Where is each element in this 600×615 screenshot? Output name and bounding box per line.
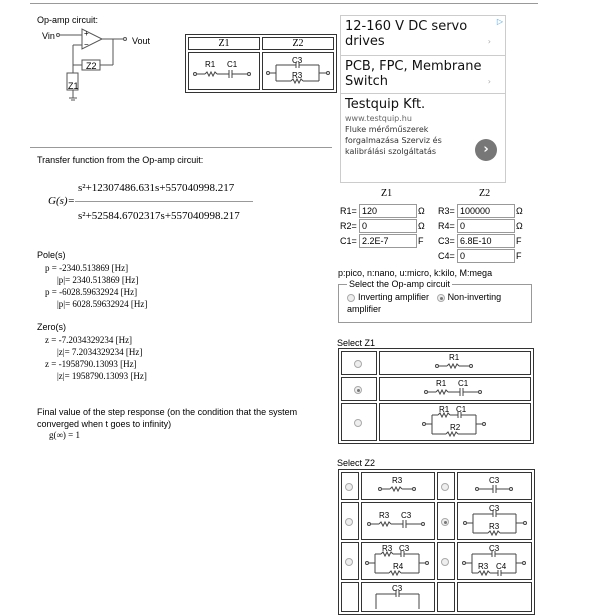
non-inverting-label[interactable]: Non-inverting amplifier: [347, 292, 502, 314]
z1-params-heading: Z1: [381, 188, 393, 199]
resistor-r1-icon: [425, 352, 485, 372]
z2-option-r3c3-r4-diagram[interactable]: [361, 542, 435, 580]
c4-label: C4=: [438, 251, 455, 261]
z1-box-label: Z1: [68, 81, 79, 91]
z2-column-header: Z2: [262, 37, 334, 50]
opamp-select-legend: Select the Op-amp circuit: [349, 279, 451, 289]
z1-option-r1c1-radio[interactable]: [354, 386, 362, 394]
r4-input[interactable]: 0: [457, 219, 515, 233]
z2-box-label: Z2: [86, 61, 97, 71]
top-divider: [30, 3, 538, 4]
z2-option-c3-r3c4-cell[interactable]: [437, 542, 455, 580]
z2-option-c3-r3-radio[interactable]: [441, 518, 449, 526]
z2-empty-cell: [437, 582, 455, 612]
zeros-heading: Zero(s): [37, 322, 66, 332]
zero-1-value: z = -7.2034329234 [Hz]: [45, 335, 133, 345]
opamp-circuit-heading: Op-amp circuit:: [37, 15, 99, 25]
svg-text:R4: R4: [393, 562, 404, 571]
z1-column-header: Z1: [188, 37, 260, 50]
svg-text:C1: C1: [227, 60, 238, 69]
z2-option-c3-r3c4-diagram[interactable]: [457, 542, 532, 580]
c4-input[interactable]: 0: [457, 249, 515, 263]
svg-text:R3: R3: [488, 522, 499, 531]
svg-text:R3: R3: [477, 562, 488, 571]
c4-unit: F: [516, 251, 522, 261]
ad-link-servo-drives[interactable]: [341, 16, 505, 56]
z2-option-partial-diagram[interactable]: [361, 582, 435, 612]
r1-input[interactable]: 120: [359, 204, 417, 218]
r3-series-c3-icon: [363, 510, 433, 530]
svg-text:R2: R2: [450, 423, 461, 432]
svg-text:R3: R3: [382, 544, 393, 553]
z2-option-r3c3-diagram[interactable]: [361, 502, 435, 540]
pole-2-value: p = -6028.59632924 [Hz]: [45, 287, 138, 297]
c3-input[interactable]: 6.8E-10: [457, 234, 515, 248]
poles-heading: Pole(s): [37, 250, 66, 260]
c3-parallel-r3-icon: [460, 503, 530, 537]
c3-unit: F: [516, 236, 522, 246]
svg-text:C1: C1: [456, 405, 467, 414]
chevron-right-icon[interactable]: ›: [475, 139, 497, 161]
vin-label: Vin: [42, 31, 55, 41]
z1-option-r1c1-r2-cell[interactable]: [341, 403, 377, 441]
z2-option-r3-cell[interactable]: [341, 472, 359, 500]
svg-text:C3: C3: [401, 511, 412, 520]
z2-option-c3-r3-cell[interactable]: [437, 502, 455, 540]
resistor-r3-icon: [368, 475, 428, 495]
r1-series-c1-icon: [420, 378, 490, 398]
z1-option-r1-cell[interactable]: [341, 351, 377, 375]
inverting-radio[interactable]: [347, 294, 355, 302]
non-inverting-radio[interactable]: [437, 294, 445, 302]
select-z1-heading: Select Z1: [337, 338, 376, 348]
svg-text:−: −: [84, 40, 89, 49]
r4-unit: Ω: [516, 221, 523, 231]
advertisement-panel: [340, 15, 506, 183]
c3-parallel-r3-icon: [263, 54, 333, 86]
r2-label: R2=: [340, 221, 357, 231]
r2-unit: Ω: [418, 221, 425, 231]
r2-input[interactable]: 0: [359, 219, 417, 233]
z1-option-r1c1-r2-diagram[interactable]: [379, 403, 531, 441]
z2-option-c3-cell[interactable]: [437, 472, 455, 500]
svg-text:C3: C3: [488, 544, 499, 553]
opamp-select-group: [338, 279, 532, 323]
ad-featured-url[interactable]: www.testquip.hu: [345, 114, 412, 123]
select-z2-table: [338, 469, 535, 615]
z2-option-c3-radio[interactable]: [441, 483, 449, 491]
vout-label: Vout: [132, 36, 151, 46]
r3-unit: Ω: [516, 206, 523, 216]
transfer-function-numerator: s²+12307486.631s+557040998.217: [78, 182, 235, 194]
ad-choices-icon[interactable]: ▷: [496, 17, 503, 26]
ad-featured-title[interactable]: Testquip Kft.: [345, 97, 426, 112]
pole-1-value: p = -2340.513869 [Hz]: [45, 263, 129, 273]
z2-empty-cell: [457, 582, 532, 612]
svg-text:+: +: [84, 29, 89, 38]
z1-circuit-cell: [188, 52, 260, 90]
svg-text:R3: R3: [392, 476, 403, 485]
transfer-function-heading: Transfer function from the Op-amp circuit:: [37, 155, 204, 165]
r3c3-parallel-r4-icon: [363, 543, 433, 577]
current-impedance-table: [185, 34, 337, 93]
transfer-function-denominator: s²+52584.6702317s+557040998.217: [78, 210, 240, 222]
svg-text:C4: C4: [495, 562, 506, 571]
svg-text:R1: R1: [436, 379, 447, 388]
z2-option-r3c3-radio[interactable]: [345, 518, 353, 526]
z1-option-r1-radio[interactable]: [354, 360, 362, 368]
c1-input[interactable]: 2.2E-7: [359, 234, 417, 248]
ad-link-title[interactable]: PCB, FPC, Membrane Switch: [345, 59, 482, 89]
ad-featured-testquip[interactable]: [341, 94, 505, 160]
svg-text:C3: C3: [292, 56, 303, 65]
r1-unit: Ω: [418, 206, 425, 216]
r1-label: R1=: [340, 206, 357, 216]
c1-unit: F: [418, 236, 424, 246]
z2-option-c3-diagram[interactable]: [457, 472, 532, 500]
ad-link-title[interactable]: 12-160 V DC servo drives: [345, 19, 468, 49]
svg-text:R1: R1: [439, 405, 450, 414]
z1-option-r1-diagram[interactable]: [379, 351, 531, 375]
z2-params-heading: Z2: [479, 188, 491, 199]
z2-option-r3c3-r4-radio[interactable]: [345, 558, 353, 566]
svg-text:C3: C3: [399, 544, 410, 553]
z2-option-r3-diagram[interactable]: [361, 472, 435, 500]
zero-2-magnitude: |z|= 1958790.13093 [Hz]: [57, 371, 147, 381]
svg-text:C3: C3: [488, 476, 499, 485]
z1-option-r1c1-cell[interactable]: [341, 377, 377, 401]
svg-text:R1: R1: [205, 60, 216, 69]
inverting-label[interactable]: Inverting amplifier: [358, 292, 430, 302]
capacitor-c3-icon: [465, 475, 525, 495]
svg-text:C3: C3: [392, 584, 403, 593]
select-z2-heading: Select Z2: [337, 458, 376, 468]
svg-text:C1: C1: [458, 379, 469, 388]
z2-circuit-cell: [262, 52, 334, 90]
c3-parallel-r3c4-icon: [460, 543, 530, 577]
svg-text:R1: R1: [449, 353, 460, 362]
z2-option-partial-cell[interactable]: [341, 582, 359, 612]
ad-featured-description: Fluke mérőműszerek forgalmazása Szerviz és kalibrálási szolgáltatás: [345, 125, 442, 156]
final-value-description: Final value of the step response (on the condition that the system converged when t goes to infinity): [37, 407, 298, 429]
c1-label: C1=: [340, 236, 357, 246]
r1-series-c1-icon: [189, 55, 259, 85]
z2-option-c3-r3c4-radio[interactable]: [441, 558, 449, 566]
unit-prefix-note: p:pico, n:nano, u:micro, k:kilo, M:mega: [338, 268, 493, 278]
fraction-bar: [75, 201, 253, 202]
svg-text:R3: R3: [292, 71, 303, 80]
section-divider: [30, 147, 332, 148]
pole-2-magnitude: |p|= 6028.59632924 [Hz]: [57, 299, 148, 309]
z2-option-r3c3-cell[interactable]: [341, 502, 359, 540]
z2-option-r3c3-r4-cell[interactable]: [341, 542, 359, 580]
transfer-function-lhs: G(s)=: [48, 195, 75, 207]
z1-option-r1c1-diagram[interactable]: [379, 377, 531, 401]
svg-text:R3: R3: [379, 511, 390, 520]
r4-label: R4=: [438, 221, 455, 231]
zero-2-value: z = -1958790.13093 [Hz]: [45, 359, 137, 369]
r3-label: R3=: [438, 206, 455, 216]
c3-partial-circuit-icon: [363, 583, 433, 609]
chevron-icon: ›: [487, 77, 491, 86]
ad-link-pcb[interactable]: [341, 56, 505, 94]
svg-text:C3: C3: [488, 504, 499, 513]
zero-1-magnitude: |z|= 7.2034329234 [Hz]: [57, 347, 143, 357]
r1c1-parallel-r2-icon: [420, 404, 490, 438]
z2-option-r3-radio[interactable]: [345, 483, 353, 491]
final-value-result: g(∞) = 1: [49, 430, 80, 440]
r3-input[interactable]: 100000: [457, 204, 515, 218]
z2-option-c3-r3-diagram[interactable]: [457, 502, 532, 540]
chevron-icon: ›: [487, 37, 491, 46]
c3-label: C3=: [438, 236, 455, 246]
pole-1-magnitude: |p|= 2340.513869 [Hz]: [57, 275, 139, 285]
select-z1-table: [338, 348, 534, 444]
inverting-option[interactable]: [347, 292, 432, 302]
z1-option-r1c1-r2-radio[interactable]: [354, 419, 362, 427]
